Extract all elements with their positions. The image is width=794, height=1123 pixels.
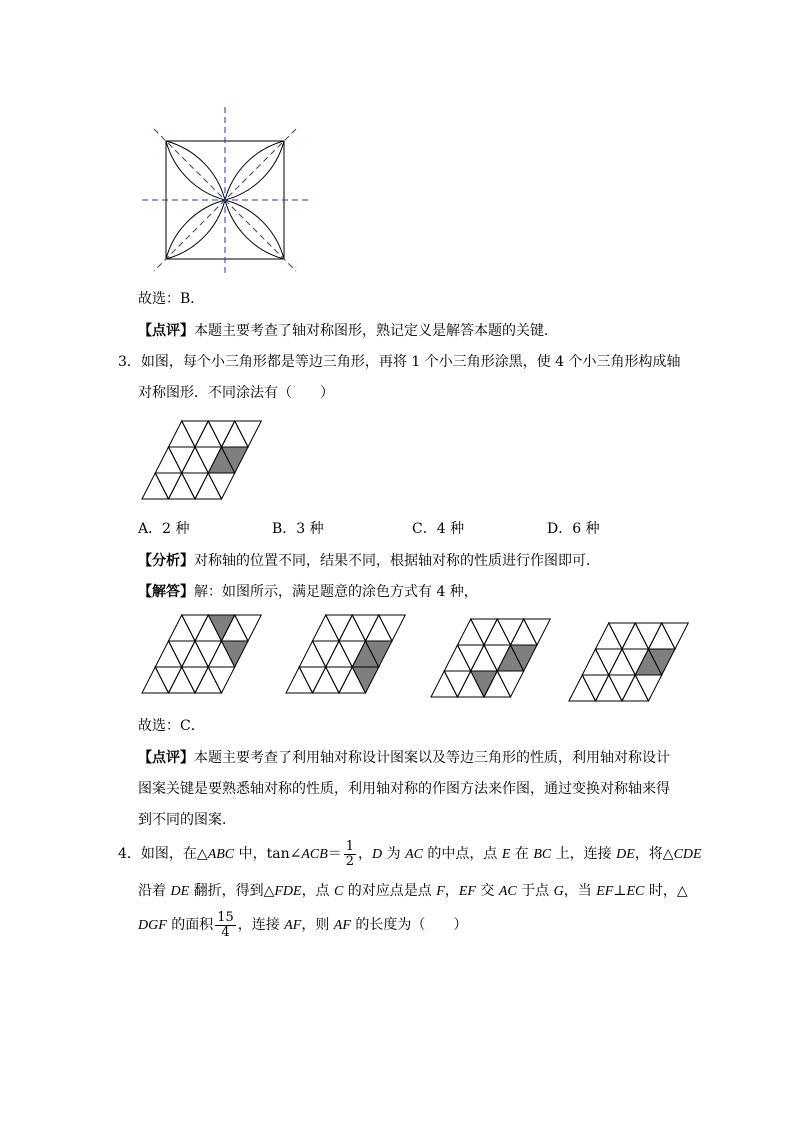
grid-triangle: [182, 667, 209, 693]
grid-triangle: [622, 623, 649, 649]
grid-triangle: [195, 421, 222, 447]
grid-triangle: [497, 619, 524, 645]
grid-triangle: [379, 615, 406, 641]
shaded-triangle: [208, 615, 235, 641]
fraction-fifteen-quarters: $\frac{15}{4}$: [217, 909, 234, 940]
grid-triangle: [235, 615, 262, 641]
grid-triangle: [142, 473, 169, 499]
grid-triangle: [208, 421, 235, 447]
grid-triangle: [352, 615, 379, 641]
grid-triangle: [169, 667, 196, 693]
grid-triangle: [596, 649, 623, 675]
grid-triangle: [169, 447, 196, 473]
q3-solution-grid-2: [286, 614, 421, 694]
grid-triangle: [497, 671, 524, 697]
grid-triangle: [286, 667, 313, 693]
grid-triangle: [431, 671, 458, 697]
grid-triangle: [182, 473, 209, 499]
grid-triangle: [339, 615, 366, 641]
grid-triangle: [142, 667, 169, 693]
grid-triangle: [524, 619, 551, 645]
shaded-triangle: [222, 641, 249, 667]
q3-solution-grid-3: [431, 618, 566, 698]
grid-triangle: [458, 645, 485, 671]
petal-square-figure: [140, 105, 310, 275]
grid-triangle: [182, 641, 209, 667]
grid-triangle: [596, 623, 623, 649]
grid-triangle: [609, 649, 636, 675]
grid-triangle: [299, 667, 326, 693]
q3-analysis: 【分析】对称轴的位置不同，结果不同，根据轴对称的性质进行作图即可．: [138, 553, 600, 569]
grid-triangle: [484, 619, 511, 645]
grid-triangle: [458, 619, 485, 645]
q4-stem-line2: 沿着 DE 翻折，得到△FDE，点 C 的对应点是点 F，EF 交 AC 于点 G，当 EF⊥EC 时，△: [138, 883, 688, 899]
q3-stem-line2: 对称图形．不同涂法有（ ）: [138, 385, 334, 401]
grid-triangle: [569, 675, 596, 701]
grid-triangle: [169, 615, 196, 641]
grid-triangle: [195, 667, 222, 693]
grid-triangle: [313, 615, 340, 641]
q2-answer: 故选：B．: [138, 291, 205, 307]
grid-triangle: [155, 667, 182, 693]
q3-comment-line3: 到不同的图案．: [138, 812, 236, 828]
grid-triangle: [635, 675, 662, 701]
grid-triangle: [511, 619, 538, 645]
grid-triangle: [609, 623, 636, 649]
grid-triangle: [326, 641, 353, 667]
q4-stem-line1: 4．如图，在△ABC 中，tan∠ACB＝ $\frac{1}{2}$ ，D 为 AC 的中点，点 E 在 BC 上，连接 DE，将△CDE: [118, 838, 702, 869]
q2-comment: 【点评】本题主要考查了轴对称图形，熟记定义是解答本题的关键．: [138, 323, 558, 339]
grid-triangle: [609, 675, 636, 701]
grid-triangle: [471, 619, 498, 645]
q3-solution-grid-1: [142, 614, 277, 694]
grid-triangle: [195, 641, 222, 667]
grid-triangle: [155, 473, 182, 499]
grid-triangle: [622, 675, 649, 701]
shaded-triangle: [352, 667, 379, 693]
grid-triangle: [444, 645, 471, 671]
q3-option-a: A．2 种: [138, 521, 190, 537]
grid-triangle: [326, 615, 353, 641]
grid-triangle: [582, 649, 609, 675]
q3-comment-line1: 【点评】本题主要考查了利用轴对称设计图案以及等边三角形的性质，利用轴对称设计: [138, 750, 670, 766]
grid-triangle: [662, 623, 689, 649]
grid-triangle: [169, 641, 196, 667]
q3-stem-line1: 3．如图，每个小三角形都是等边三角形，再将 1 个小三角形涂黑，使 4 个小三角形构成轴: [118, 354, 681, 370]
grid-triangle: [155, 641, 182, 667]
grid-triangle: [222, 421, 249, 447]
grid-triangle: [208, 473, 235, 499]
grid-triangle: [235, 421, 262, 447]
grid-triangle: [471, 645, 498, 671]
grid-triangle: [169, 421, 196, 447]
grid-triangle: [182, 615, 209, 641]
grid-triangle: [195, 473, 222, 499]
shaded-triangle: [471, 671, 498, 697]
grid-triangle: [596, 675, 623, 701]
fraction-one-half: $\frac{1}{2}$: [345, 838, 355, 869]
grid-triangle: [182, 447, 209, 473]
grid-triangle: [169, 473, 196, 499]
grid-triangle: [444, 671, 471, 697]
q3-option-c: C．4 种: [412, 521, 465, 537]
grid-triangle: [313, 667, 340, 693]
grid-triangle: [635, 623, 662, 649]
grid-triangle: [649, 623, 676, 649]
q3-comment-line2: 图案关键是要熟悉轴对称的性质，利用轴对称的作图方法来作图，通过变换对称轴来得: [138, 781, 670, 797]
q3-solution: 【解答】解：如图所示，满足题意的涂色方式有 4 种，: [138, 584, 478, 600]
grid-triangle: [182, 421, 209, 447]
q4-stem-line3: DGF 的面积 $\frac{15}{4}$ ，连接 AF，则 AF 的长度为（ ）: [138, 909, 468, 940]
grid-triangle: [155, 447, 182, 473]
q3-question-grid: [142, 420, 277, 500]
q3-solution-grid-4: [569, 622, 704, 702]
grid-triangle: [326, 667, 353, 693]
q3-option-d: D．6 种: [547, 521, 600, 537]
grid-triangle: [582, 675, 609, 701]
grid-triangle: [366, 615, 393, 641]
grid-triangle: [208, 667, 235, 693]
q3-answer: 故选：C．: [138, 718, 205, 734]
grid-triangle: [299, 641, 326, 667]
grid-triangle: [313, 641, 340, 667]
q3-option-b: B．3 种: [272, 521, 324, 537]
